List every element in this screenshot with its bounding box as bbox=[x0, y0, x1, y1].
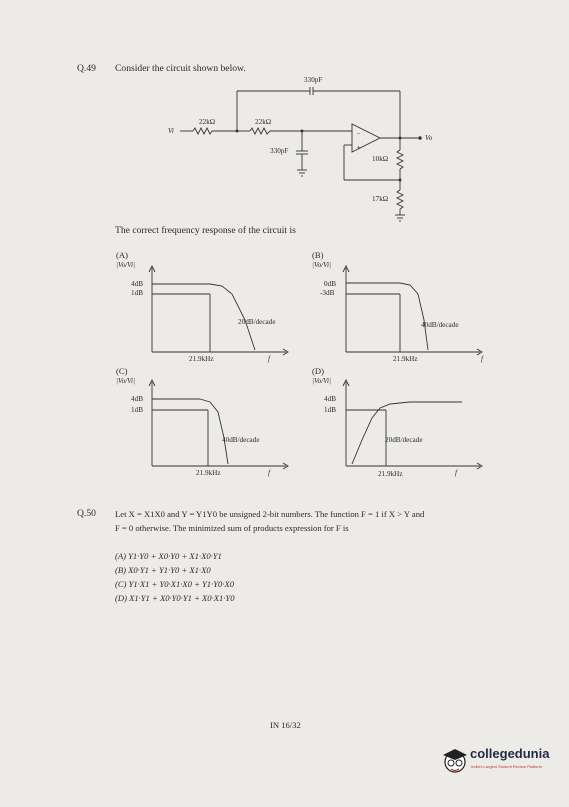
graph-d-slope: 20dB/decade bbox=[385, 436, 423, 444]
question-number-50: Q.50 bbox=[77, 508, 96, 519]
graph-c-slope: 40dB/decade bbox=[222, 436, 260, 444]
graph-b-slope: 40dB/decade bbox=[421, 321, 459, 329]
option-label-d: (D) bbox=[312, 366, 324, 376]
graph-c-yaxis: |Vo/Vi| bbox=[116, 377, 135, 385]
option-label-c: (C) bbox=[116, 366, 128, 376]
label-vin: Vi bbox=[168, 127, 174, 135]
q50-line1: Let X = X1X0 and Y = Y1Y0 be unsigned 2-bit numbers. The function F = 1 if X > Y and bbox=[115, 509, 425, 519]
question-stem: Consider the circuit shown below. bbox=[115, 63, 246, 74]
brand-tagline: India's Largest Student Review Platform bbox=[471, 764, 543, 769]
graph-d-freq: 21.9kHz bbox=[378, 470, 403, 478]
label-c-feedback: 330pF bbox=[304, 76, 323, 84]
graph-c-freq: 21.9kHz bbox=[196, 469, 221, 477]
graph-d-xaxis: f bbox=[455, 469, 457, 477]
graph-a-level-top: 4dB bbox=[131, 280, 143, 288]
graph-b-level-top: 0dB bbox=[324, 280, 336, 288]
label-r-bottom: 17kΩ bbox=[372, 195, 389, 203]
graph-a-slope: 20dB/decade bbox=[238, 318, 276, 326]
brand-name: collegedunia bbox=[470, 746, 550, 761]
mascot-icon bbox=[440, 746, 470, 776]
label-c-ground: 330pF bbox=[270, 147, 289, 155]
graph-d-level-top: 4dB bbox=[324, 395, 336, 403]
question-prompt: The correct frequency response of the circuit is bbox=[115, 225, 296, 236]
q50-option-a: (A) Y1·Y0 + X0·Y0 + X1·X0·Y1 bbox=[115, 551, 222, 561]
svg-text:−: − bbox=[357, 131, 361, 137]
q50-option-d: (D) X1·Y1 + X0·Y0·Y1 + X0·X1·Y0 bbox=[115, 593, 235, 603]
graph-c-level-top: 4dB bbox=[131, 395, 143, 403]
label-r-top: 10kΩ bbox=[372, 155, 389, 163]
graph-a-xaxis: f bbox=[268, 355, 270, 363]
question-number: Q.49 bbox=[77, 63, 96, 74]
graph-c-level-bottom: 1dB bbox=[131, 406, 143, 414]
q50-option-c: (C) Y1·X1 + Y0·X1·X0 + Y1·Y0·X0 bbox=[115, 579, 235, 589]
label-vout: Vo bbox=[425, 134, 433, 142]
graph-a-yaxis: |Vo/Vi| bbox=[116, 261, 135, 269]
option-label-a: (A) bbox=[116, 250, 128, 260]
graph-a-level-bottom: 1dB bbox=[131, 289, 143, 297]
graph-c-xaxis: f bbox=[268, 469, 270, 477]
graph-d-yaxis: |Vo/Vi| bbox=[312, 377, 331, 385]
page-number: IN 16/32 bbox=[270, 720, 301, 730]
graph-d-level-bottom: 1dB bbox=[324, 406, 336, 414]
graph-a-freq: 21.9kHz bbox=[189, 355, 214, 363]
option-label-b: (B) bbox=[312, 250, 324, 260]
q50-line2: F = 0 otherwise. The minimized sum of products expression for F is bbox=[115, 523, 349, 533]
graph-b-level-bottom: -3dB bbox=[320, 289, 335, 297]
brand-logo bbox=[440, 742, 567, 782]
graph-b-xaxis: f bbox=[481, 355, 483, 363]
q50-option-b: (B) X0·Y1 + Y1·Y0 + X1·X0 bbox=[115, 565, 211, 575]
label-r1: 22kΩ bbox=[199, 118, 216, 126]
graph-b-yaxis: |Vo/Vi| bbox=[312, 261, 331, 269]
svg-text:+: + bbox=[357, 145, 361, 151]
graph-b-freq: 21.9kHz bbox=[393, 355, 418, 363]
label-r2: 22kΩ bbox=[255, 118, 272, 126]
